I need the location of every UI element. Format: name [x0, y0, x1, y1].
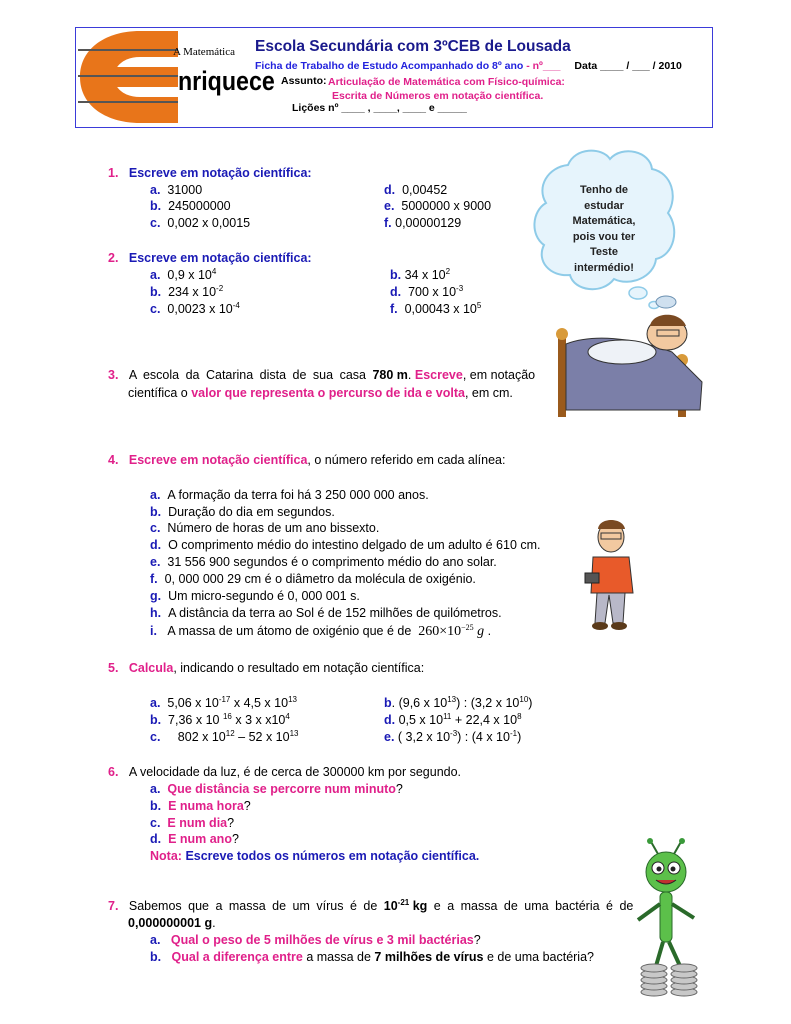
- q4-item-d: d. O comprimento médio do intestino delgado de um adulto é 610 cm.: [150, 538, 541, 552]
- question-7-line2: 0,000000001 g.: [128, 916, 216, 930]
- question-6-title: 6. A velocidade da luz, é de cerca de 300000 km por segundo.: [108, 765, 462, 779]
- question-1-title: 1. Escreve em notação científica:: [108, 166, 312, 180]
- question-3-line1: 3. A escola da Catarina dista de sua casa 780 m. Escreve, em notação: [108, 368, 536, 382]
- q1-item-c: c. 0,002 x 0,0015: [150, 216, 251, 230]
- alien-on-coins-illustration: [630, 838, 710, 1000]
- q6-item-a: a. Que distância se percorre num minuto?: [150, 782, 403, 796]
- q7-item-b: b. Qual a diferença entre a massa de 7 milhões de vírus e de uma bactéria?: [150, 950, 594, 964]
- q7-item-a: a. Qual o peso de 5 milhões de vírus e 3 mil bactérias?: [150, 933, 481, 947]
- q2-item-b: b. 234 x $10^{-2}$: [150, 283, 224, 299]
- lessons-line: Lições nº ____ , ____, ____ e _____: [292, 102, 467, 114]
- q1-item-f: f. 0,00000129: [384, 216, 462, 230]
- q4-item-f: f. 0, 000 000 29 cm é o diâmetro da molécula de oxigénio.: [150, 572, 476, 586]
- q4-item-b: b. Duração do dia em segundos.: [150, 505, 335, 519]
- q6-item-b: b. E numa hora?: [150, 799, 251, 813]
- q2-item-e: d. 700 x $10^{-3}$: [390, 283, 464, 299]
- q4-item-c: c. Número de horas de um ano bissexto.: [150, 521, 380, 535]
- question-4-title: 4. Escreve em notação científica, o número referido em cada alínea:: [108, 453, 506, 467]
- q6-note: Nota: Escreve todos os números em notação científica.: [150, 849, 480, 863]
- q5-item-e: e. ( 3,2 x $10^{-3}$) : (4 x $10^{-1}$): [384, 728, 522, 744]
- q5-item-d: d. 0,5 x $10^{11} + 22,4$ x $10^8$: [384, 711, 522, 727]
- q4-item-e: e. 31 556 900 segundos é o comprimento médio do ano solar.: [150, 555, 497, 569]
- q4-item-a: a. A formação da terra foi há 3 250 000 000 anos.: [150, 488, 429, 502]
- q5-item-a: a. 5,06 x $10^{-17}$ x 4,5 x $10^{13}$: [150, 694, 297, 710]
- sleeping-student-illustration: [552, 282, 712, 427]
- q1-item-a: a. 31000: [150, 183, 203, 197]
- thought-bubble-text: Tenho de estudar Matemática, pois vou ter Teste intermédio!: [572, 184, 636, 274]
- q2-item-d: b. 34 x $10^2$: [390, 266, 451, 282]
- logo-big-text: nriquece: [178, 66, 275, 96]
- q4-item-i: i. A massa de um átomo de oxigénio que é de $260\times 10^{-25}$ g .: [150, 622, 492, 639]
- question-3-line2: científica o valor que representa o percurso de ida e volta, em cm.: [128, 386, 513, 400]
- q6-item-c: c. E num dia?: [150, 816, 235, 830]
- q1-item-d: d. 0,00452: [384, 183, 448, 197]
- q5-item-b2: b. (9,6 x $10^{13}$) : (3,2 x $10^{10}$): [384, 694, 533, 710]
- q1-item-b: b. 245000000: [150, 199, 231, 213]
- school-name: Escola Secundária com 3ºCEB de Lousada: [255, 38, 571, 55]
- q2-item-a: a. 0,9 x $10^4$: [150, 266, 217, 282]
- question-5-title: 5. Calcula, indicando o resultado em notação científica:: [108, 661, 425, 675]
- subject-text: Articulação de Matemática com Físico-química: Escrita de Números em notação científica.: [328, 76, 565, 102]
- q4-item-h: h. A distância da terra ao Sol é de 152 milhões de quilómetros.: [150, 606, 502, 620]
- logo-small-text: A Matemática: [173, 46, 236, 58]
- q5-item-c: c. 802 x $10^{12} - 52$ x $10^{13}$: [150, 728, 299, 744]
- worksheet-title: Ficha de Trabalho de Estudo Acompanhado do 8º ano - nº___ Data ____ / ___ / 2010: [255, 60, 682, 72]
- q2-item-c: c. 0,0023 x $10^{-4}$: [150, 300, 240, 316]
- q5-item-b: b. 7,36 x 10 $^{16}$ x 3 x $x10^4$: [150, 711, 290, 727]
- q4-item-g: g. Um micro-segundo é 0, 000 001 s.: [150, 589, 360, 603]
- subject-label: Assunto:: [281, 75, 327, 87]
- q2-item-f: f. 0,00043 x $10^5$: [390, 300, 482, 316]
- question-2-title: 2. Escreve em notação científica:: [108, 251, 312, 265]
- q1-item-e: e. 5000000 x 9000: [384, 199, 492, 213]
- question-7-line1: 7. Sabemos que a massa de um vírus é de $10^{-21}$ kg e a massa de uma bactéria é de: [108, 897, 634, 913]
- man-with-calculator-illustration: [583, 515, 643, 633]
- q6-item-d: d. E num ano?: [150, 832, 239, 846]
